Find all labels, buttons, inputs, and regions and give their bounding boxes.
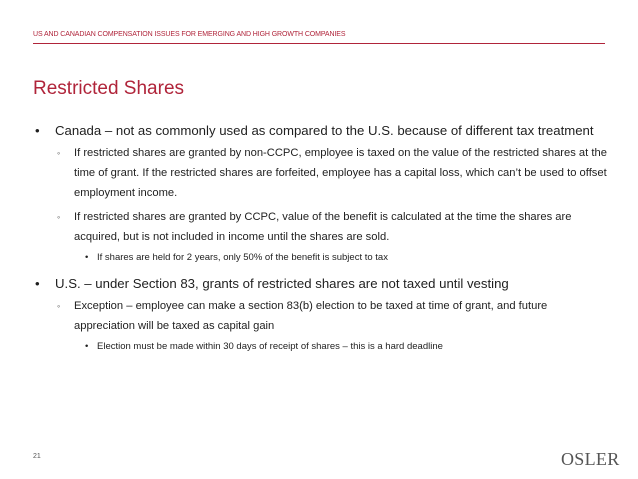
sub-bullet-ccpc xyxy=(57,207,608,247)
bullet-marker: • xyxy=(35,276,40,291)
bullet-us-text: U.S. – under Section 83, grants of restricted shares are not taxed until vesting xyxy=(55,276,509,291)
sub-bullet-marker: ◦ xyxy=(57,301,61,311)
sub-bullet-non-ccpc-text: If restricted shares are granted by non-CCPC, employee is taxed on the value of the restricted shares at the time of grant. If the restricted shares are forfeited, employee has a capital loss, which can’t be used to offset employment income. xyxy=(74,147,607,199)
slide-title: Restricted Shares xyxy=(33,78,185,99)
header-text: US AND CANADIAN COMPENSATION ISSUES FOR EMERGING AND HIGH GROWTH COMPANIES xyxy=(33,31,346,38)
bullet-us xyxy=(33,273,608,294)
slide-content xyxy=(33,120,608,362)
sub-bullet-83b-exception xyxy=(57,296,608,336)
bullet-canada xyxy=(33,120,608,141)
sub-bullet-marker: ◦ xyxy=(57,212,61,222)
osler-logo: OSLER xyxy=(561,449,620,469)
sub-bullet-ccpc-text: If restricted shares are granted by CCPC, value of the benefit is calculated at the time the shares are acquired, but is not included in income until the shares are sold. xyxy=(74,211,572,243)
sub-bullet-non-ccpc xyxy=(57,143,608,203)
bullet-canada-text: Canada – not as commonly used as compared to the U.S. because of different tax treatment xyxy=(55,123,594,138)
sub-sub-bullet-holding-period xyxy=(85,251,608,265)
header-divider xyxy=(33,43,605,44)
page-number: 21 xyxy=(33,453,41,460)
sub-sub-bullet-marker: • xyxy=(85,341,89,352)
sub-bullet-83b-exception-text: Exception – employee can make a section 83(b) election to be taxed at time of grant, and future appreciation will be taxed as capital gain xyxy=(74,300,548,332)
sub-bullet-marker: ◦ xyxy=(57,148,61,158)
sub-sub-bullet-deadline-text: Election must be made within 30 days of receipt of shares – this is a hard deadline xyxy=(97,341,443,352)
sub-sub-bullet-deadline xyxy=(85,340,608,354)
sub-sub-bullet-holding-period-text: If shares are held for 2 years, only 50% of the benefit is subject to tax xyxy=(97,252,388,263)
bullet-marker: • xyxy=(35,123,40,138)
sub-sub-bullet-marker: • xyxy=(85,252,89,263)
